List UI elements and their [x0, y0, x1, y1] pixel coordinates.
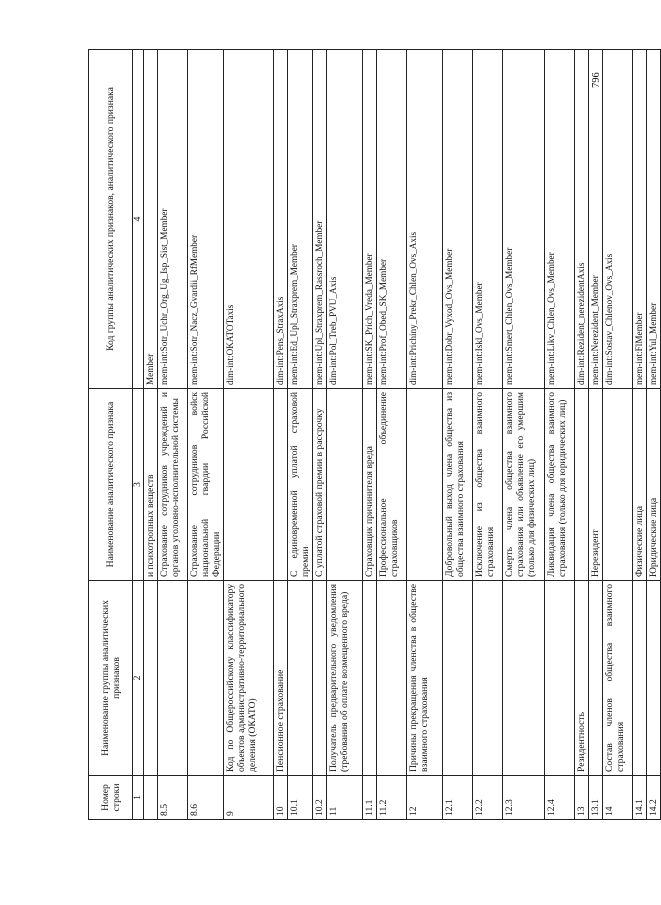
feature-code: mem-int:Likv_Chlen_Ovs_Member [545, 50, 575, 389]
feature-name: Страховщик причинителя вреда [363, 389, 377, 581]
feature-name: Смерть члена общества взаимного страхования или объявление его умершим (только для физических лиц) [503, 389, 545, 581]
table-row [158, 50, 188, 820]
feature-code: mem-int:FlMember [633, 50, 647, 389]
feature-code: mem-int:SK_Prich_Vreda_Member [363, 50, 377, 389]
feature-name [274, 389, 288, 581]
feature-name [575, 389, 589, 581]
table-row [313, 50, 327, 820]
feature-name: Профессиональное объединение страховщиков [377, 389, 407, 581]
table-row [407, 50, 443, 820]
feature-name: Страхование сотрудников учреждений и органов уголовно-исполнительной системы [158, 389, 188, 581]
feature-code: mem-int:Yul_Member [647, 50, 661, 389]
group-name [633, 581, 647, 776]
feature-code: dim-int:Sostav_Chlenov_Ovs_Axis [603, 50, 633, 389]
group-name [288, 581, 313, 776]
column-index: 2 [133, 581, 144, 776]
feature-code: dim-int:Pens_StraxAxis [274, 50, 288, 389]
feature-code: mem-int:Nerezident_Member [589, 50, 603, 389]
table-row [503, 50, 545, 820]
group-name [503, 581, 545, 776]
row-number: 13.1 [589, 776, 603, 820]
group-name: Пенсионное страхование [274, 581, 288, 776]
feature-name: Исключение из общества взаимного страхования [473, 389, 503, 581]
row-number: 12.3 [503, 776, 545, 820]
header-group-name: Наименование группы аналитических признаков [89, 581, 133, 776]
feature-name [327, 389, 363, 581]
row-number: 12 [407, 776, 443, 820]
feature-code: mem-int:Sotr_Nacz_Gvardii_RfMember [188, 50, 224, 389]
row-number: 11.2 [377, 776, 407, 820]
group-name [363, 581, 377, 776]
group-name [647, 581, 661, 776]
row-number: 10 [274, 776, 288, 820]
table-row [443, 50, 473, 820]
table-row [288, 50, 313, 820]
feature-name: Страхование сотрудников войск национальной гвардии Российской Федерации [188, 389, 224, 581]
feature-name: Добровольный выход члена общества из общества взаимного страхования [443, 389, 473, 581]
feature-code: dim-int:Pol_Treb_PVU_Axis [327, 50, 363, 389]
feature-name: Юридические лица [647, 389, 661, 581]
table-body [144, 50, 661, 820]
column-index: 1 [133, 776, 144, 820]
feature-name: Нерезидент [589, 389, 603, 581]
row-number [144, 776, 158, 820]
analytics-table [88, 49, 661, 820]
group-name [313, 581, 327, 776]
group-name [377, 581, 407, 776]
header-feature-name: Наименование аналитического признака [89, 389, 133, 581]
row-number: 9 [224, 776, 274, 820]
table-row [575, 50, 589, 820]
feature-code: dim-int:Rezident_nerezidentAxis [575, 50, 589, 389]
feature-code: mem-int:Iskl_Ovs_Member [473, 50, 503, 389]
group-name [158, 581, 188, 776]
group-name [589, 581, 603, 776]
table-row [647, 50, 661, 820]
table-row [363, 50, 377, 820]
table-row [473, 50, 503, 820]
row-number: 8.6 [188, 776, 224, 820]
feature-name [407, 389, 443, 581]
page-number: 796 [591, 72, 602, 88]
header-code: Код группы аналитических признаков, аналитического признака [89, 50, 133, 389]
feature-code: dim-int:Prichiny_Prekr_Chlen_Ovs_Axis [407, 50, 443, 389]
table-row [545, 50, 575, 820]
table-row [603, 50, 633, 820]
group-name: Получатель предварительного уведомления (требования об оплате возмещенного вреда) [327, 581, 363, 776]
row-number: 12.4 [545, 776, 575, 820]
feature-name: и психотропных веществ [144, 389, 158, 581]
table-row [224, 50, 274, 820]
row-number: 14 [603, 776, 633, 820]
row-number: 13 [575, 776, 589, 820]
table-row [589, 50, 603, 820]
feature-name [603, 389, 633, 581]
header-row-number: Номер строки [89, 776, 133, 820]
group-name: Код по Общероссийскому классификатору объектов административно-территориального деления (ОКАТО) [224, 581, 274, 776]
feature-code: mem-int:Prof_Obed_SK_Member [377, 50, 407, 389]
column-index: 4 [133, 50, 144, 389]
table-row [144, 50, 158, 820]
group-name [473, 581, 503, 776]
feature-name: С уплатой страховой премии в рассрочку [313, 389, 327, 581]
group-name [188, 581, 224, 776]
feature-code: dim-int:OKATOTaxis [224, 50, 274, 389]
feature-code: mem-int:Sotr_Uchr_Org_Ug_Isp_Sist_Member [158, 50, 188, 389]
feature-name: С единовременной уплатой страховой премии [288, 389, 313, 581]
group-name: Состав членов общества взаимного страхования [603, 581, 633, 776]
row-number: 10.2 [313, 776, 327, 820]
row-number: 12.2 [473, 776, 503, 820]
group-name [144, 581, 158, 776]
table-row [274, 50, 288, 820]
feature-code: Member [144, 50, 158, 389]
row-number: 10.1 [288, 776, 313, 820]
row-number: 11 [327, 776, 363, 820]
feature-code: mem-int:Dobr_Vyxod_Ovs_Member [443, 50, 473, 389]
rotated-table-container [88, 50, 659, 820]
row-number: 14.2 [647, 776, 661, 820]
feature-code: mem-int:Smert_Chlen_Ovs_Member [503, 50, 545, 389]
group-name: Причины прекращения членства в обществе взаимного страхования [407, 581, 443, 776]
feature-name [224, 389, 274, 581]
feature-name: Физические лица [633, 389, 647, 581]
group-name [443, 581, 473, 776]
row-number: 14.1 [633, 776, 647, 820]
group-name: Резидентность [575, 581, 589, 776]
table-row [327, 50, 363, 820]
row-number: 8.5 [158, 776, 188, 820]
column-index: 3 [133, 389, 144, 581]
feature-code: mem-int:Upl_Straxprem_Rassroch_Member [313, 50, 327, 389]
row-number: 12.1 [443, 776, 473, 820]
table-row [633, 50, 647, 820]
feature-code: mem-int:Ed_Upl_Straxprem_Member [288, 50, 313, 389]
feature-name: Ликвидация члена общества взаимного страхования (только для юридических лиц) [545, 389, 575, 581]
table-row [188, 50, 224, 820]
table-row [377, 50, 407, 820]
row-number: 11.1 [363, 776, 377, 820]
group-name [545, 581, 575, 776]
